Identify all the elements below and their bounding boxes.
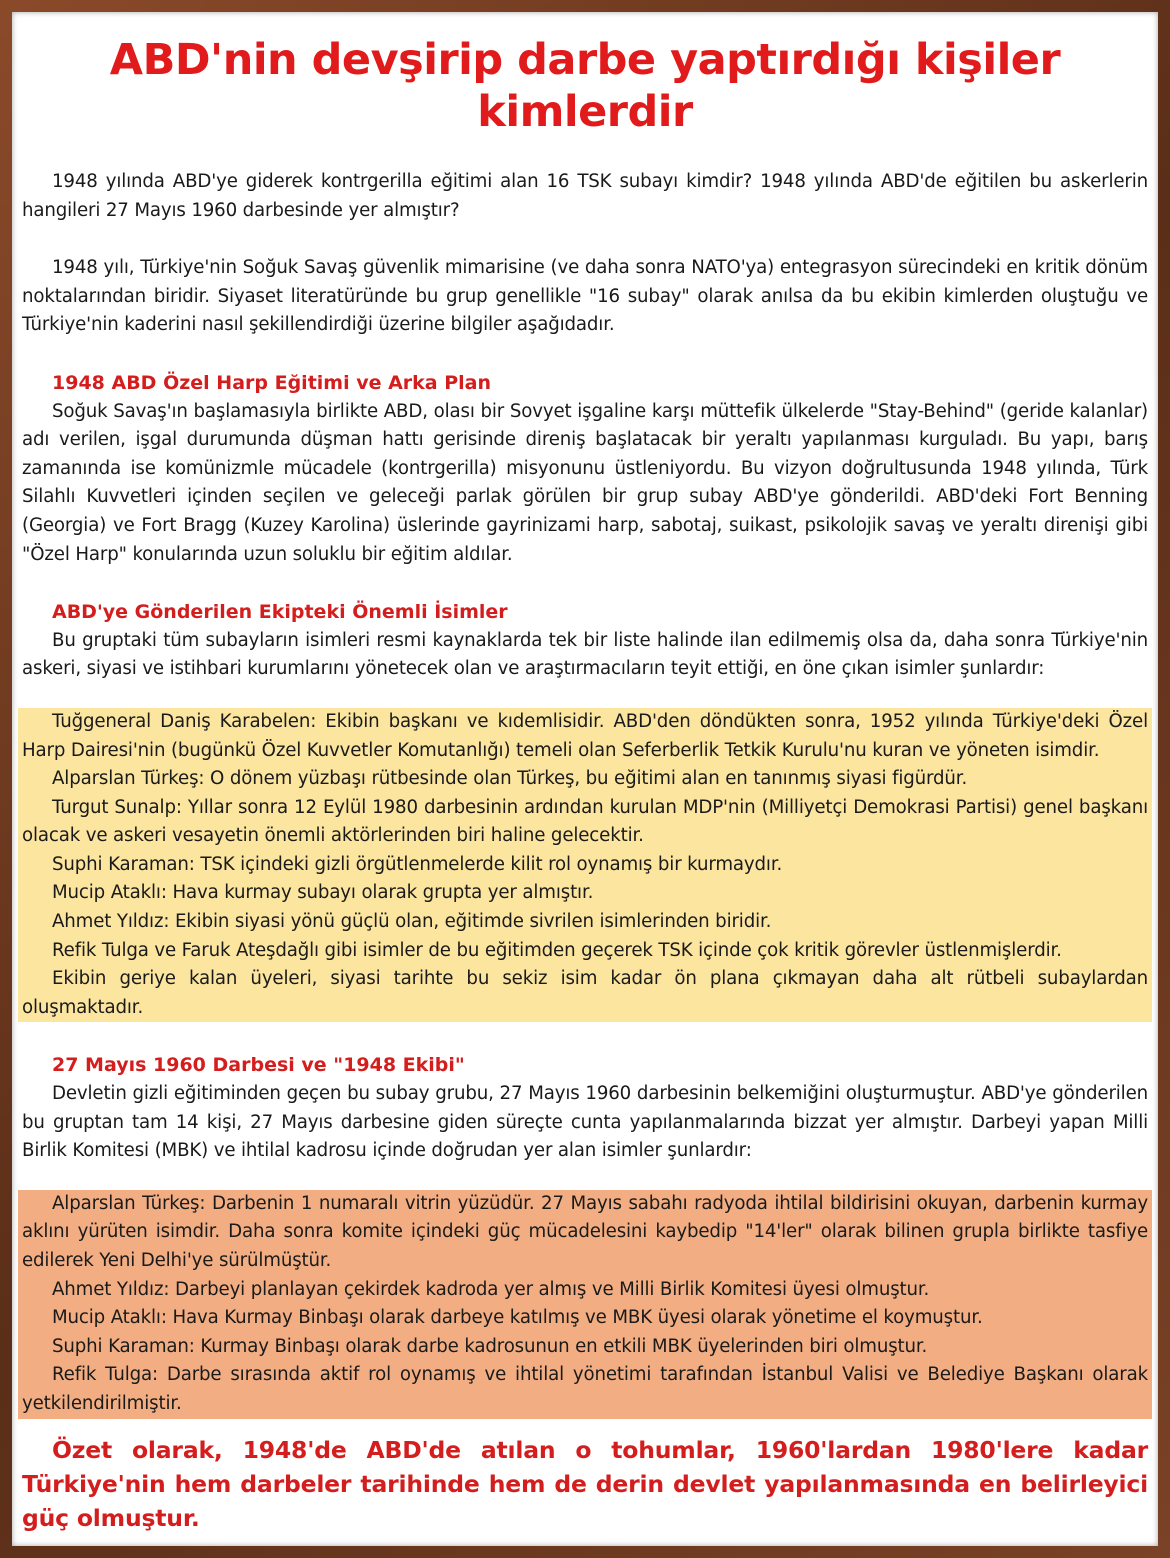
name-item: Turgut Sunalp: Yıllar sonra 12 Eylül 1980 darbesinin ardından kurulan MDP'nin (Milliyetçi Demokrasi Partisi) genel başkanı olacak ve askeri vesayetin önemli aktörlerinden biri haline gelecektir. (22, 796, 1148, 847)
section2-paragraph: Bu gruptaki tüm subayların isimleri resmi kaynaklarda tek bir liste halinde ilan edilmemiş olsa da, daha sonra Türkiye'nin askeri, siyasi ve istihbari kurumlarını yönetecek olan ve araştırmacıların teyit ettiği, en öne çıkan isimler şunlardır: (22, 629, 1148, 680)
intro-paragraph-1: 1948 yılında ABD'ye giderek kontrgerilla eğitimi alan 16 TSK subayı kimdir? 1948 yılında ABD'de eğitilen bu askerlerin hangileri 27 Mayıs 1960 darbesinde yer almıştır? (22, 171, 1148, 221)
document-page (12, 12, 1158, 1546)
coup-members-highlight-box (18, 1190, 1152, 1419)
coup-member-item: Alparslan Türkeş: Darbenin 1 numaralı vitrin yüzüdür. 27 Mayıs sabahı radyoda ihtilal bildirisini okuyan, darbenin kurmay aklını yürüten isimdir. Daha sonra komite içindeki güç mücadelesini kaybedip "14'ler" olarak bilinen grupla birlikte tasfiye edilerek Yeni Delhi'ye sürülmüştür. (22, 1192, 1148, 1271)
section1-heading: 1948 ABD Özel Harp Eğitimi ve Arka Plan (52, 371, 492, 394)
name-item: Suphi Karaman: TSK içindeki gizli örgütlenmelerde kilit rol oynamış bir kurmaydır. (52, 853, 783, 875)
coup-member-item: Refik Tulga: Darbe sırasında aktif rol oynamış ve ihtilal yönetimi tarafından İstanbul Valisi ve Belediye Başkanı olarak yetkilendirilmiştir. (22, 1364, 1148, 1414)
name-item: Alparslan Türkeş: O dönem yüzbaşı rütbesinde olan Türkeş, bu eğitimi alan en tanınmış siyasi figürdür. (52, 768, 968, 790)
intro-paragraph-2: 1948 yılı, Türkiye'nin Soğuk Savaş güvenlik mimarisine (ve daha sonra NATO'ya) entegrasyon sürecindeki en kritik dönüm noktalarından biridir. Siyaset literatüründe bu grup genellikle "16 subay" olarak anılsa da bu ekibin kimlerden oluştuğu ve Türkiye'nin kaderini nasıl şekillendirdiği üzerine bilgiler aşağıdadır. (22, 257, 1148, 336)
name-item: Mucip Ataklı: Hava kurmay subayı olarak grupta yer almıştır. (52, 882, 594, 904)
name-item: Refik Tulga ve Faruk Ateşdağlı gibi isimler de bu eğitimden geçerek TSK içinde çok kritik görevler üstlenmişlerdir. (52, 939, 1062, 961)
section2-heading: ABD'ye Gönderilen Ekipteki Önemli İsimler (52, 601, 508, 624)
names-highlight-box (18, 708, 1152, 1023)
page-title: ABD'nin devşirip darbe yaptırdığı kişiler kimlerdir (109, 35, 1061, 137)
name-item: Ekibin geriye kalan üyeleri, siyasi tarihte bu sekiz isim kadar ön plana çıkmayan daha alt rütbeli subaylardan oluşmaktadır. (22, 968, 1148, 1018)
name-item: Tuğgeneral Daniş Karabelen: Ekibin başkanı ve kıdemlisidir. ABD'den döndükten sonra, 1952 yılında Türkiye'deki Özel Harp Dairesi'nin (bugünkü Özel Kuvvetler Komutanlığı) temeli olan Seferberlik Tetkik Kurulu'nu kuran ve yöneten isimdir. (22, 710, 1148, 761)
name-item: Ahmet Yıldız: Ekibin siyasi yönü güçlü olan, eğitimde sivrilen isimlerinden biridir. (52, 911, 772, 933)
section3-heading: 27 Mayıs 1960 Darbesi ve "1948 Ekibi" (52, 1054, 465, 1077)
coup-member-item: Suphi Karaman: Kurmay Binbaşı olarak darbe kadrosunun en etkili MBK üyelerinden biri olmuştur. (52, 1335, 928, 1357)
coup-member-item: Mucip Ataklı: Hava Kurmay Binbaşı olarak darbeye katılmış ve MBK üyesi olarak yönetime el koymuştur. (52, 1307, 983, 1329)
section1-paragraph: Soğuk Savaş'ın başlamasıyla birlikte ABD, olası bir Sovyet işgaline karşı müttefik ülkelerde "Stay-Behind" (geride kalanlar) adı verilen, işgal durumunda düşman hattı gerisinde direniş başlatacak bir yeraltı yapılanması kurguladı. Bu yapı, barış zamanında ise komünizmle mücadele (kontrgerilla) misyonunu üstleniyordu. Bu vizyon doğrultusunda 1948 yılında, Türk Silahlı Kuvvetleri içinden seçilen ve geleceği parlak görülen bir grup subay ABD'ye gönderildi. ABD'deki Fort Benning (Georgia) ve Fort Bragg (Kuzey Karolina) üslerinde gayrinizami harp, sabotaj, suikast, psikolojik savaş ve yeraltı direnişi gibi "Özel Harp" konularında uzun soluklu bir eğitim aldılar. (22, 400, 1148, 565)
section3-paragraph: Devletin gizli eğitiminden geçen bu subay grubu, 27 Mayıs 1960 darbesinin belkemiğini oluşturmuştur. ABD'ye gönderilen bu gruptan tam 14 kişi, 27 Mayıs darbesine giden süreçte cunta yapılanmalarında bizzat yer almıştır. Darbeyi yapan Milli Birlik Komitesi (MBK) ve ihtilal kadrosu içinde doğrudan yer alan isimler şunlardır: (22, 1083, 1148, 1162)
coup-member-item: Ahmet Yıldız: Darbeyi planlayan çekirdek kadroda yer almış ve Milli Birlik Komitesi üyesi olmuştur. (52, 1278, 930, 1300)
summary-paragraph: Özet olarak, 1948'de ABD'de atılan o tohumlar, 1960'lardan 1980'lere kadar Türkiye'nin hem darbeler tarihinde hem de derin devlet yapılanmasında en belirleyici güç olmuştur. (22, 1435, 1148, 1532)
